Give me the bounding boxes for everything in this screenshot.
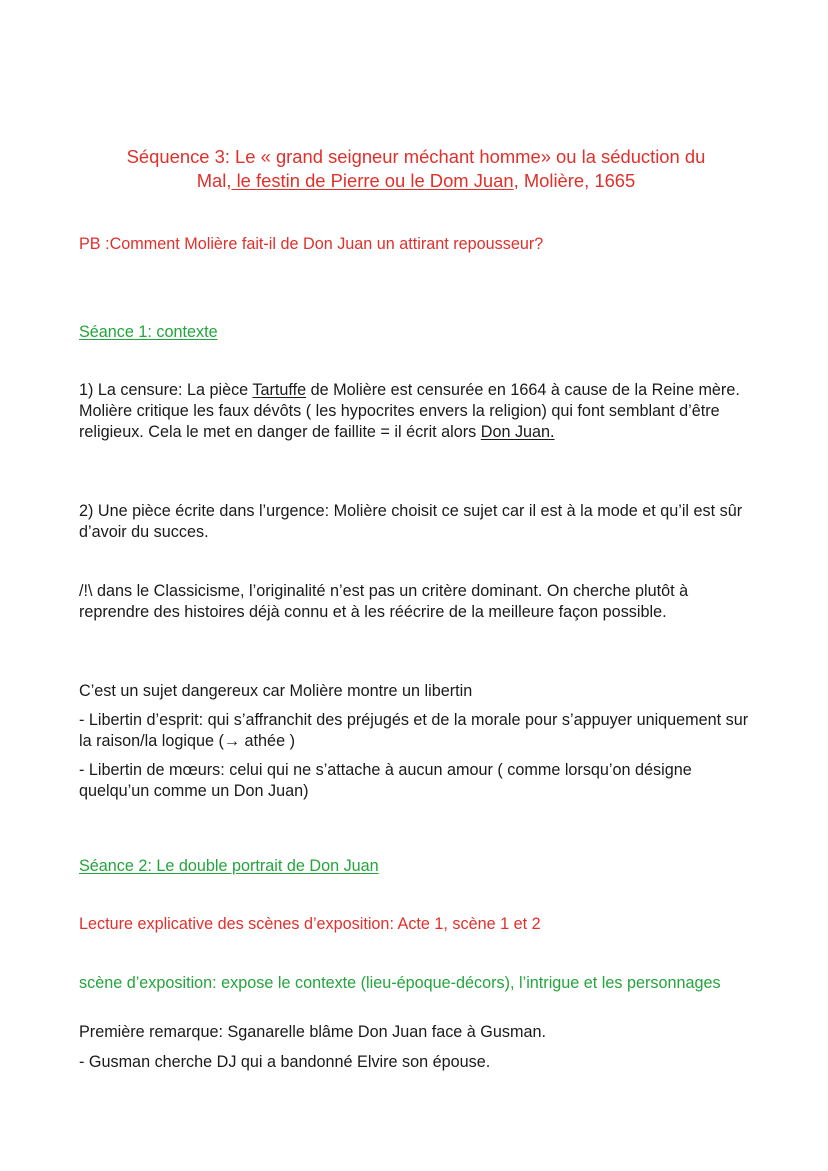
tartuffe-title: Tartuffe	[252, 381, 307, 399]
censure-text-a: 1) La censure: La pièce	[79, 381, 253, 399]
bullet-libertin-esprit: - Libertin d’esprit: qui s’affranchit des préjugés et de la morale pour s’appuyer uniquement sur la raison/la logique (→ athée )	[79, 711, 749, 750]
definition-scene-exposition: scène d’exposition: expose le contexte (lieu-époque-décors), l’intrigue et les personnages	[79, 974, 721, 992]
problem-statement: PB :Comment Molière fait-il de Don Juan un attirant repousseur?	[79, 235, 544, 253]
seance2-heading: Séance 2: Le double portrait de Don Juan	[79, 857, 379, 875]
title-line1: Séquence 3: Le « grand seigneur méchant homme» ou la séduction du	[126, 146, 706, 167]
paragraph-sujet-dangereux: C’est un sujet dangereux car Molière montre un libertin	[79, 682, 473, 700]
page-title	[60, 145, 772, 193]
censure-text-b: de Molière est censurée en 1664 à cause de la Reine mère. Molière critique les faux dévôts ( les hypocrites envers la religion) qui font semblant d’être religieux. Cela le met en danger de faillite = il écrit alors	[79, 381, 740, 441]
title-prefix: Mal,	[196, 170, 232, 191]
bullet-gusman: - Gusman cherche DJ qui a bandonné Elvire son épouse.	[79, 1053, 491, 1071]
don-juan-title: Don Juan.	[480, 423, 555, 441]
title-work: le festin de Pierre ou le Dom Juan	[231, 170, 514, 191]
seance1-heading: Séance 1: contexte	[79, 323, 218, 341]
title-suffix: , Molière, 1665	[513, 170, 636, 191]
lecture-explicative: Lecture explicative des scènes d’exposition: Acte 1, scène 1 et 2	[79, 915, 541, 933]
paragraph-urgence: 2) Une pièce écrite dans l’urgence: Molière choisit ce sujet car il est à la mode et qu’il est sûr d’avoir du succes.	[79, 502, 743, 541]
paragraph-classicisme: /!\ dans le Classicisme, l’originalité n’est pas un critère dominant. On cherche plutôt à reprendre des histoires déjà connu et à les réécrire de la meilleure façon possible.	[79, 582, 689, 621]
paragraph-censure	[79, 380, 751, 443]
premiere-remarque: Première remarque: Sganarelle blâme Don Juan face à Gusman.	[79, 1023, 546, 1041]
bullet-libertin-moeurs: - Libertin de mœurs: celui qui ne s’attache à aucun amour ( comme lorsqu’on désigne quelqu’un comme un Don Juan)	[79, 761, 692, 800]
